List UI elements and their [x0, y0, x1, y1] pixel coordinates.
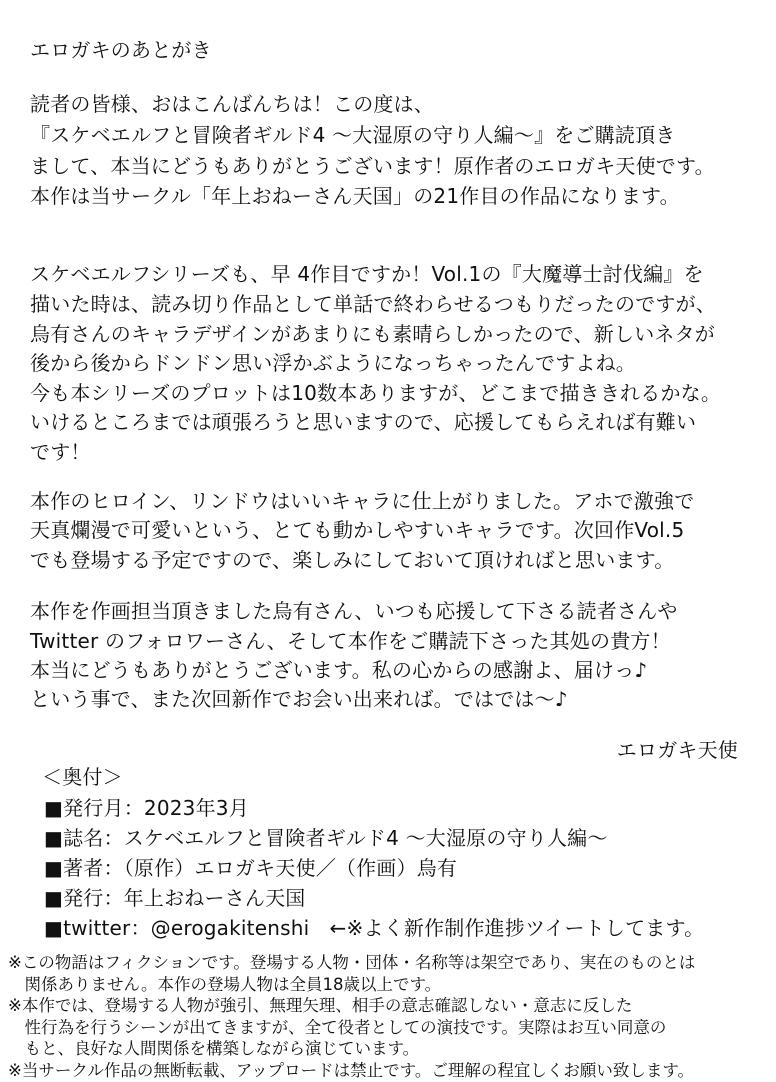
thanks-line: 本当にどうもありがとうございます。私の心からの感謝よ、届けっ♪	[30, 658, 648, 682]
colophon-row: ■twitter：@erogakitenshi ←※よく新作制作進捗ツイートしてます。	[44, 916, 705, 940]
series-line: 描いた時は、読み切り作品として単話で終わらせるつもりだったのですが、	[30, 292, 716, 316]
thanks-line: 本作を作画担当頂きました烏有さん、いつも応援して下さる読者さんや	[30, 599, 678, 623]
notice-line: ※この物語はフィクションです。登場する人物・団体・名称等は架空であり、実在のものとは	[8, 953, 696, 972]
thanks-line: Twitter のフォロワーさん、そして本作をご購読下さった其処の貴方！	[30, 629, 671, 653]
afterword-title: エロガキのあとがき	[30, 38, 212, 62]
heroine-line: 本作のヒロイン、リンドウはいいキャラに仕上がりました。アホで激強で	[30, 489, 695, 513]
series-line: です！	[30, 440, 91, 464]
greeting-line: 本作は当サークル「年上おねーさん天国」の21作目の作品になります。	[30, 184, 680, 208]
series-line: 今も本シリーズのプロットは10数本ありますが、どこまで描ききれるかな。	[30, 381, 722, 405]
colophon-heading: ＜奥付＞	[42, 765, 123, 789]
notice-line: もと、良好な人間関係を構築しながら演じています。	[8, 1039, 420, 1058]
author-signature: エロガキ天使	[616, 738, 738, 762]
series-line: いけるところまでは頑張ろうと思いますので、応援してもらえれば有難い	[30, 410, 697, 434]
notice-line: ※本作では、登場する人物が強引、無理矢理、相手の意志確認しない・意志に反した	[8, 996, 633, 1015]
heroine-line: でも登場する予定ですので、楽しみにしておいて頂ければと思います。	[30, 548, 675, 572]
notice-line: 性行為を行うシーンが出てきますが、全て役者としての演技です。実際はお互い同意の	[8, 1017, 667, 1037]
thanks-line: という事で、また次回新作でお会い出来れば。ではでは〜♪	[30, 687, 568, 711]
heroine-line: 天真爛漫で可愛いという、とても動かしやすいキャラです。次回作Vol.5	[30, 518, 685, 542]
greeting-line: 『スケベエルフと冒険者ギルド4 〜大湿原の守り人編〜』をご購読頂き	[30, 123, 676, 147]
colophon-row: ■発行月：2023年3月	[44, 796, 249, 820]
greeting-line: まして、本当にどうもありがとうございます！原作者のエロガキ天使です。	[30, 154, 715, 178]
notice-line: 関係ありません。本作の登場人物は全員18歳以上です。	[8, 974, 442, 994]
colophon-row: ■著者：（原作）エロガキ天使／（作画）烏有	[44, 856, 458, 880]
series-line: 後から後からドンドン思い浮かぶようになっちゃったんですよね。	[30, 351, 636, 375]
series-line: スケベエルフシリーズも、早 4作目ですか！Vol.1の『大魔導士討伐編』を	[30, 262, 704, 286]
series-line: 烏有さんのキャラデザインがあまりにも素晴らしかったので、新しいネタが	[30, 322, 715, 346]
notice-line: ※当サークル作品の無断転載、アップロードは禁止です。ご理解の程宜しくお願い致します。	[8, 1060, 695, 1080]
greeting-line: 読者の皆様、おはこんばんちは！この度は、	[30, 92, 434, 116]
colophon-row: ■発行：年上おねーさん天国	[44, 886, 306, 910]
colophon-row: ■誌名：スケベエルフと冒険者ギルド4 〜大湿原の守り人編〜	[44, 826, 608, 850]
